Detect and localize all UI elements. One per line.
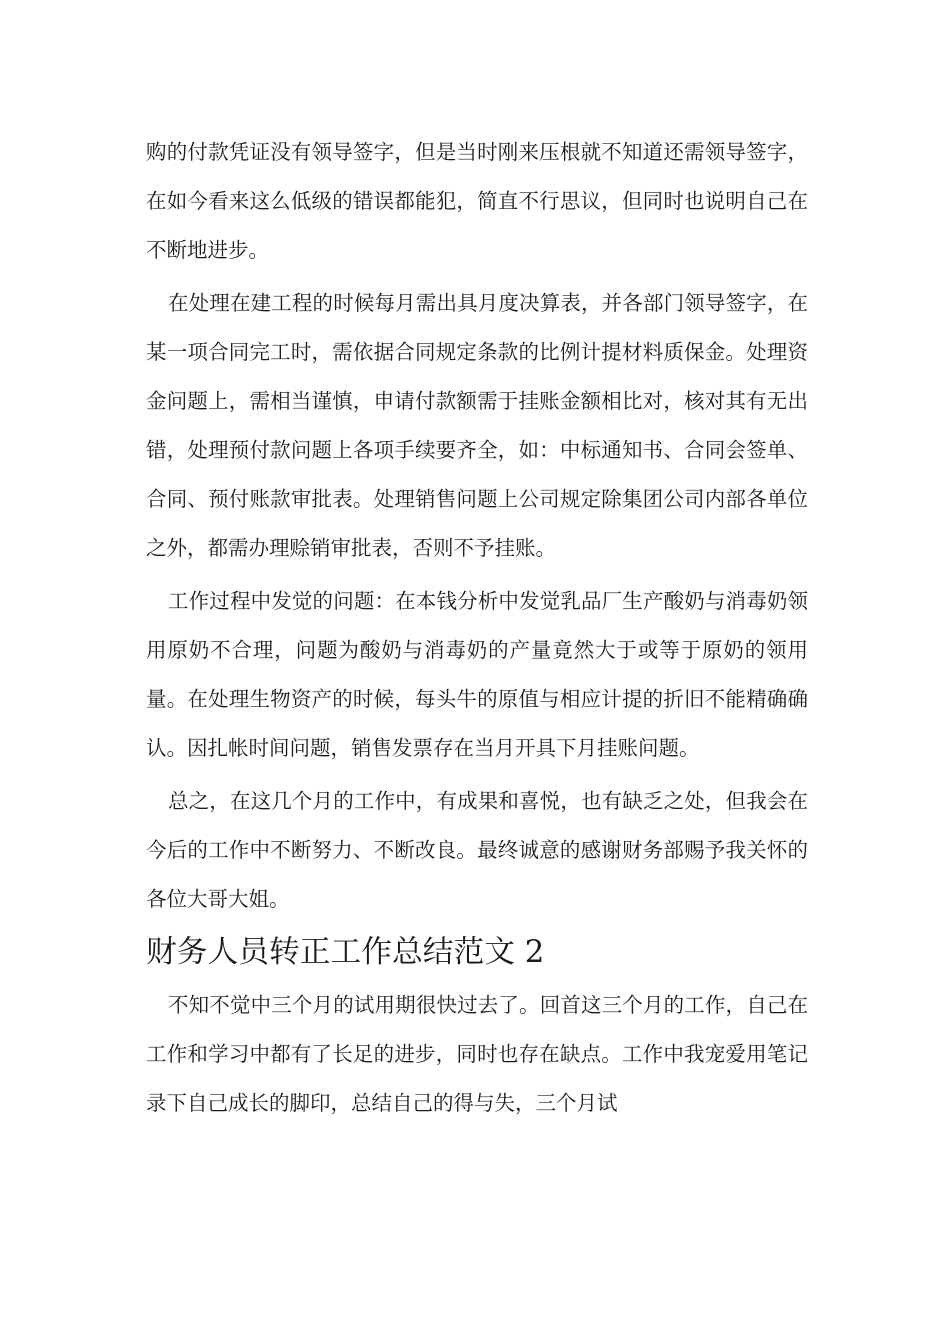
section-heading: 财务人员转正工作总结范文 2: [146, 934, 545, 970]
paragraph-4: 总之，在这几个月的工作中，有成果和喜悦，也有缺乏之处，但我会在今后的工作中不断努力、不断改良。最终诚意的感谢财务部赐予我关怀的各位大哥大姐。: [146, 789, 808, 911]
document-body: [146, 128, 808, 1132]
paragraph-2: 在处理在建工程的时候每月需出具月度决算表，并各部门领导签字，在某一项合同完工时，需依据合同规定条款的比例计提材料质保金。处理资金问题上，需相当谨慎，申请付款额需于挂账金额相比对，核对其有无出错，处理预付款问题上各项手续要齐全，如：中标通知书、合同会签单、合同、预付账款审批表。处理销售问题上公司规定除集团公司内部各单位之外，都需办理赊销审批表，否则不予挂账。: [146, 291, 808, 560]
paragraph-5: 不知不觉中三个月的试用期很快过去了。回首这三个月的工作，自己在工作和学习中都有了长足的进步，同时也存在缺点。工作中我宠爱用笔记录下自己成长的脚印，总结自己的得与失，三个月试: [146, 993, 808, 1115]
paragraph-1: 购的付款凭证没有领导签字，但是当时刚来压根就不知道还需领导签字，在如今看来这么低级的错误都能犯，简直不行思议，但同时也说明自己在不断地进步。: [146, 140, 808, 262]
paragraph-3: 工作过程中发觉的问题：在本钱分析中发觉乳品厂生产酸奶与消毒奶领用原奶不合理，问题为酸奶与消毒奶的产量竟然大于或等于原奶的领用量。在处理生物资产的时候，每头牛的原值与相应计提的折旧不能精确确认。因扎帐时间问题，销售发票存在当月开具下月挂账问题。: [146, 589, 808, 760]
